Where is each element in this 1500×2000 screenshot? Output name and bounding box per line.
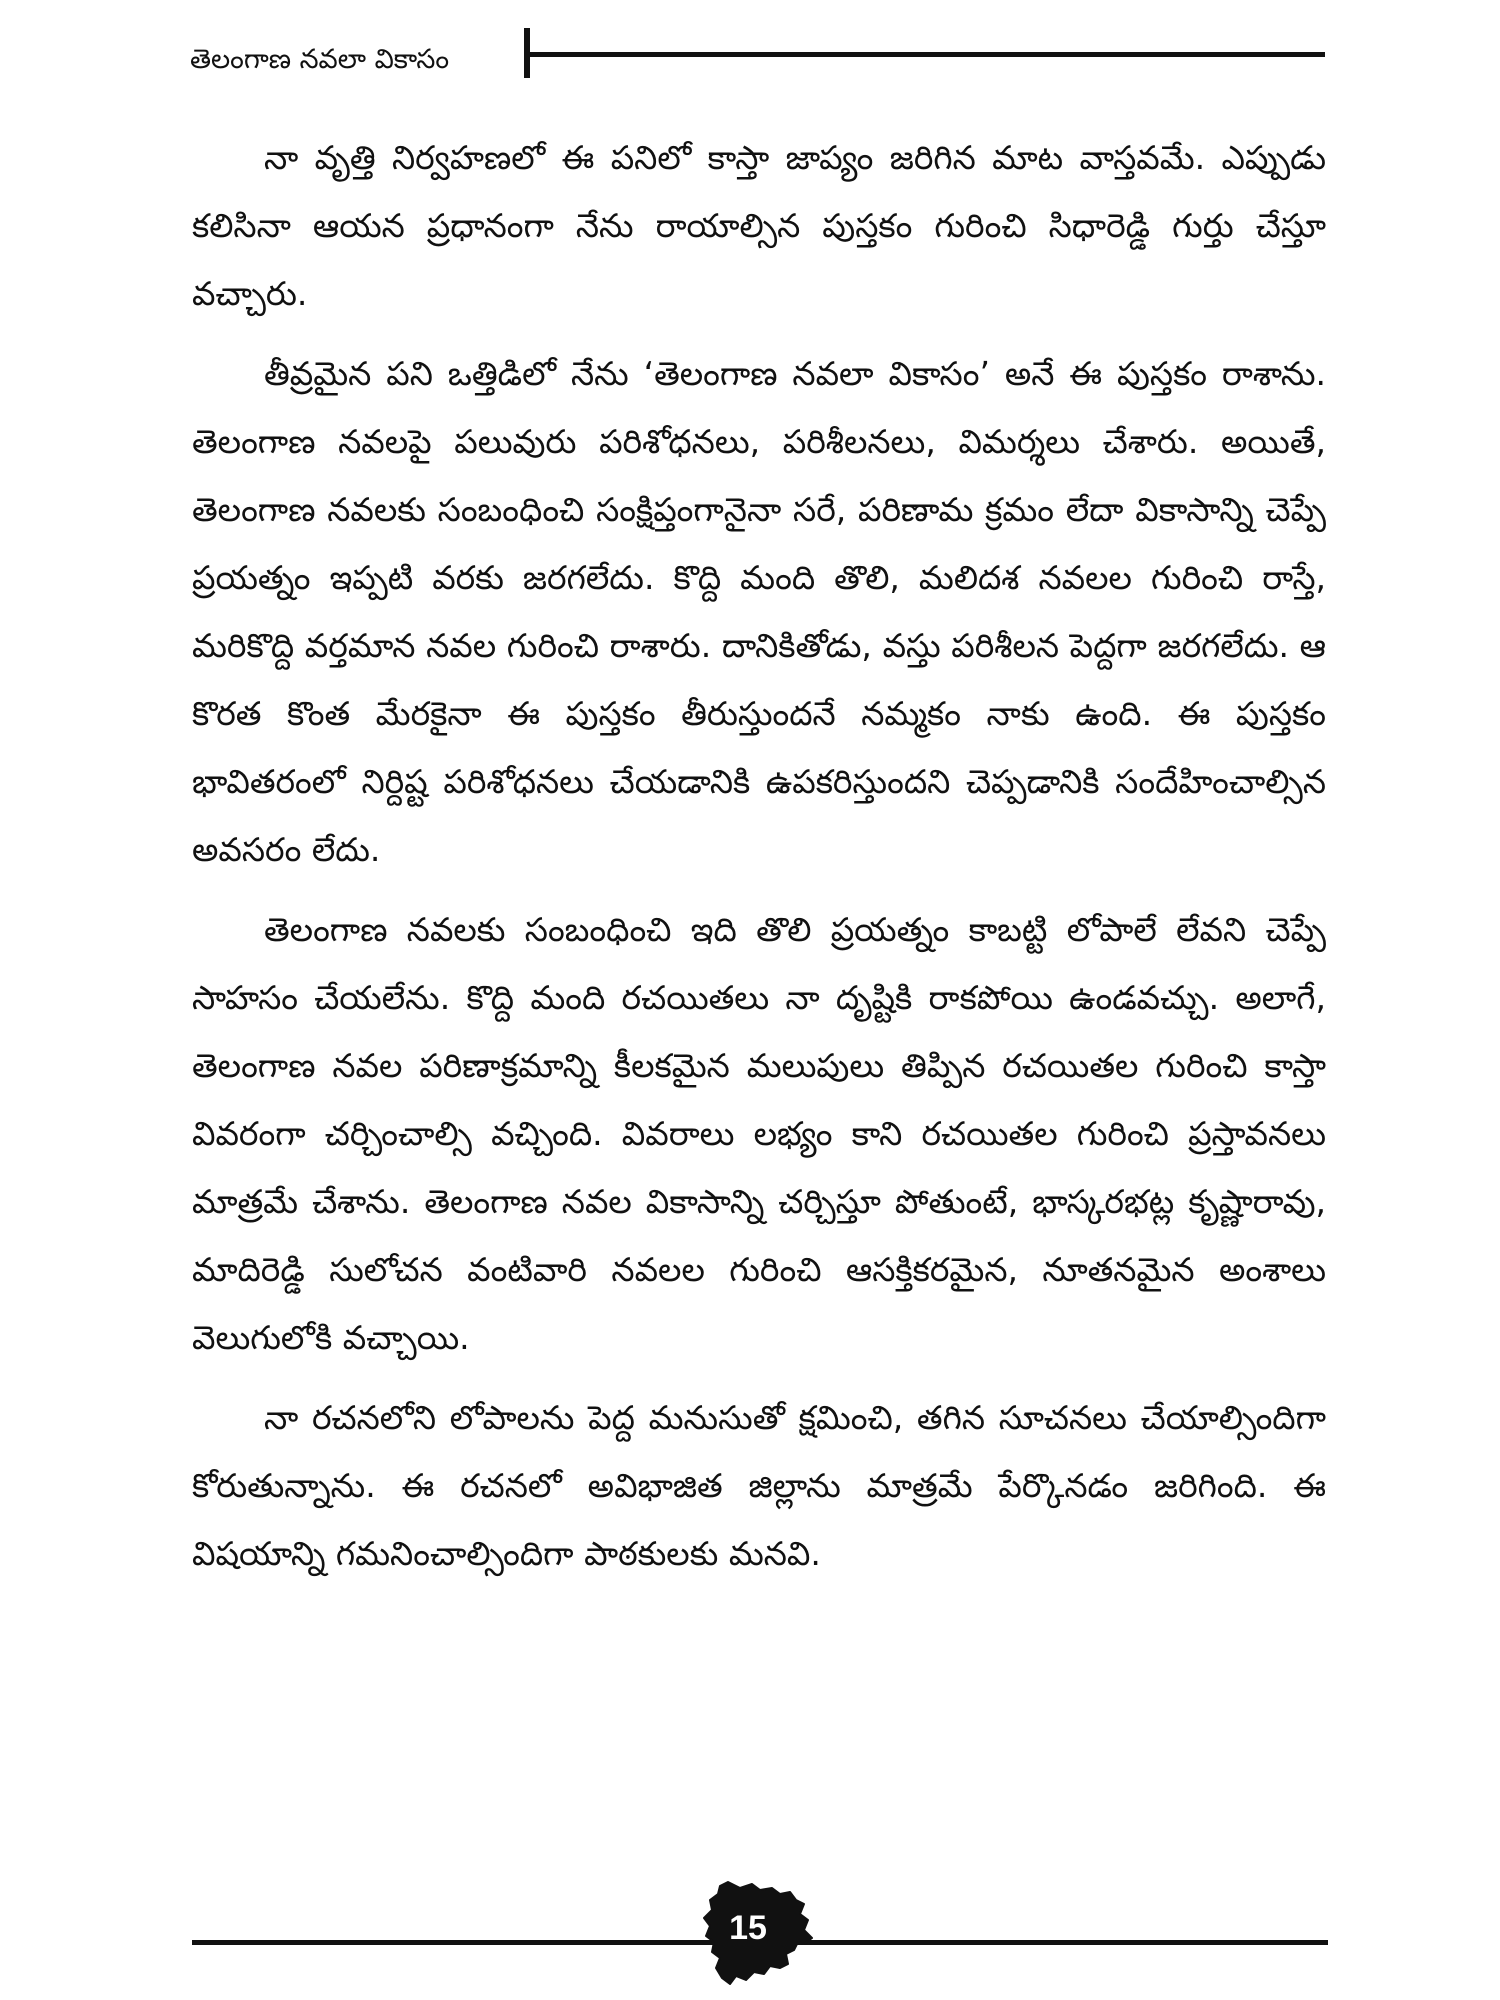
- footer-rule-left: [192, 1940, 722, 1945]
- paragraph-3: తెలంగాణ నవలకు సంబంధించి ఇది తొలి ప్రయత్నం కాబట్టి లోపాలే లేవని చెప్పే సాహసం చేయలేను. కొద్ది మంది రచయితలు నా దృష్టికి రాకపోయి ఉండవచ్చు. అలాగే, తెలంగాణ నవల పరిణాక్రమాన్ని కీలకమైన మలుపులు తిప్పిన రచయితల గురించి కాస్తా వివరంగా చర్చించాల్సి వచ్చింది. వివరాలు లభ్యం కాని రచయితల గురించి ప్రస్తావనలు మాత్రమే చేశాను. తెలంగాణ నవల వికాసాన్ని చర్చిస్తూ పోతుంటే, భాస్కరభట్ల కృష్ణారావు, మాదిరెడ్డి సులోచన వంటివారి నవలల గురించి ఆసక్తికరమైన, నూతనమైన అంశాలు వెలుగులోకి వచ్చాయి.: [192, 910, 1326, 1357]
- paragraph-4: నా రచనలోని లోపాలను పెద్ద మనుసుతో క్షమించి, తగిన సూచనలు చేయాల్సిందిగా కోరుతున్నాను. ఈ రచనలో అవిభాజిత జిల్లాను మాత్రమే పేర్కొనడం జరిగింది. ఈ విషయాన్ని గమనించాల్సిందిగా పాఠకులకు మనవి.: [192, 1398, 1326, 1573]
- page-number: 15: [729, 1909, 767, 1947]
- footer-rule-right: [794, 1940, 1328, 1945]
- body-text: [192, 124, 1326, 1600]
- paragraph-2: తీవ్రమైన పని ఒత్తిడిలో నేను ‘తెలంగాణ నవలా వికాసం’ అనే ఈ పుస్తకం రాశాను. తెలంగాణ నవలపై పలువురు పరిశోధనలు, పరిశీలనలు, విమర్శలు చేశారు. అయితే, తెలంగాణ నవలకు సంబంధించి సంక్షిప్తంగానైనా సరే, పరిణామ క్రమం లేదా వికాసాన్ని చెప్పే ప్రయత్నం ఇప్పటి వరకు జరగలేదు. కొద్ది మంది తొలి, మలిదశ నవలల గురించి రాస్తే, మరికొద్ది వర్తమాన నవల గురించి రాశారు. దానికితోడు, వస్తు పరిశీలన పెద్దగా జరగలేదు. ఆ కొరత కొంత మేరకైనా ఈ పుస్తకం తీరుస్తుందనే నమ్మకం నాకు ఉంది. ఈ పుస్తకం భావితరంలో నిర్దిష్ట పరిశోధనలు చేయడానికి ఉపకరిస్తుందని చెప్పడానికి సందేహించాల్సిన అవసరం లేదు.: [192, 354, 1326, 869]
- running-header-title: తెలంగాణ నవలా వికాసం: [190, 44, 450, 75]
- paragraph-1: నా వృత్తి నిర్వహణలో ఈ పనిలో కాస్తా జాప్యం జరిగిన మాట వాస్తవమే. ఎప్పుడు కలిసినా ఆయన ప్రధానంగా నేను రాయాల్సిన పుస్తకం గురించి సిధారెడ్డి గుర్తు చేస్తూ వచ్చారు.: [192, 138, 1326, 313]
- footer-page-badge: [700, 1880, 815, 1990]
- header-rule: [530, 52, 1325, 57]
